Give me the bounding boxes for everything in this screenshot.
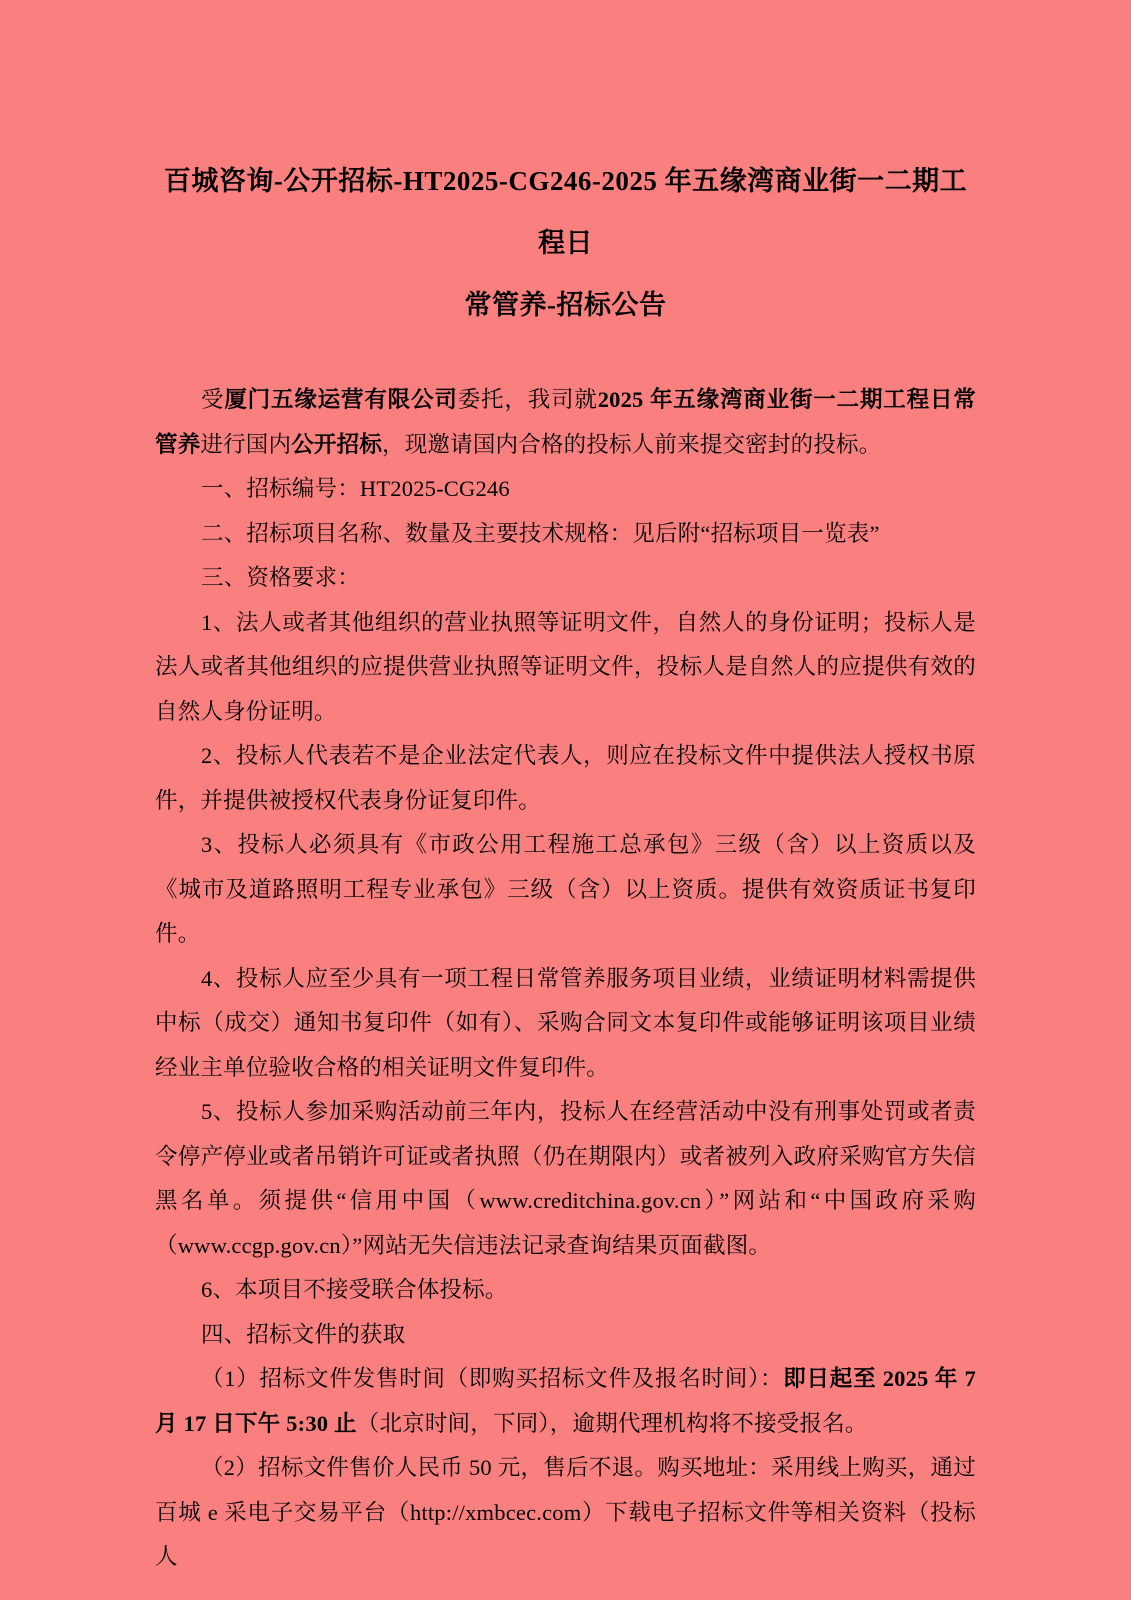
document-body	[155, 378, 976, 1580]
paragraph-qualification-5: 5、投标人参加采购活动前三年内，投标人在经营活动中没有刑事处罚或者责令停产停业或者吊销许可证或者执照（仍在期限内）或者被列入政府采购官方失信黑名单。须提供“信用中国（www.creditchina.gov.cn）”网站和“中国政府采购（www.ccgp.gov.cn）”网站无失信违法记录查询结果页面截图。	[155, 1099, 976, 1258]
text-segment: 受	[201, 387, 225, 412]
paragraph-item-2: 二、招标项目名称、数量及主要技术规格：见后附“招标项目一览表”	[201, 520, 880, 546]
paragraph-item-4: 四、招标文件的获取	[201, 1321, 406, 1347]
paragraph-qualification-2: 2、投标人代表若不是企业法定代表人，则应在投标文件中提供法人授权书原件，并提供被授权代表身份证复印件。	[155, 743, 976, 813]
text-segment: 委托，我司就	[457, 387, 598, 412]
text-segment: （北京时间，下同），逾期代理机构将不接受报名。	[356, 1410, 868, 1436]
paragraph-qualification-4: 4、投标人应至少具有一项工程日常管养服务项目业绩，业绩证明材料需提供中标（成交）通知书复印件（如有）、采购合同文本复印件或能够证明该项目业绩经业主单位验收合格的相关证明文件复印件。	[155, 965, 976, 1080]
text-segment-bold: 2025 年五缘湾商业街一二期工程日常管养	[155, 387, 976, 457]
paragraph-item-1: 一、招标编号：HT2025-CG246	[201, 476, 510, 501]
paragraph-document-price: （2）招标文件售价人民币 50 元，售后不退。购买地址：采用线上购买，通过百城 e 采电子交易平台（http://xmbcec.com）下载电子招标文件等相关资料（投标人	[155, 1455, 976, 1569]
text-segment-bold: 厦门五缘运营有限公司	[224, 387, 458, 412]
page-title	[155, 150, 976, 336]
text-segment-bold: 即日起至 2025 年 7 月 17 日下午 5:30 止	[155, 1366, 976, 1436]
text-segment: ，现邀请国内合格的投标人前来提交密封的投标。	[382, 431, 882, 457]
paragraph-intro	[155, 378, 976, 467]
page-title-line-2: 常管养-招标公告	[464, 290, 667, 320]
paragraph-item-3: 三、资格要求：	[201, 565, 360, 590]
paragraph-qualification-1: 1、法人或者其他组织的营业执照等证明文件，自然人的身份证明；投标人是法人或者其他组织的应提供营业执照等证明文件，投标人是自然人的应提供有效的自然人身份证明。	[155, 609, 976, 724]
page-title-line-1: 百城咨询-公开招标-HT2025-CG246-2025 年五缘湾商业街一二期工程日	[163, 166, 968, 258]
paragraph-qualification-3: 3、投标人必须具有《市政公用工程施工总承包》三级（含）以上资质以及《城市及道路照明工程专业承包》三级（含）以上资质。提供有效资质证书复印件。	[155, 832, 976, 946]
text-segment: （1）招标文件发售时间（即购买招标文件及报名时间）：	[201, 1366, 784, 1391]
text-segment: 进行国内	[200, 431, 292, 457]
paragraph-qualification-6: 6、本项目不接受联合体投标。	[201, 1277, 508, 1302]
text-segment-bold: 公开招标	[291, 431, 383, 457]
paragraph-document-sale-time	[155, 1357, 976, 1446]
